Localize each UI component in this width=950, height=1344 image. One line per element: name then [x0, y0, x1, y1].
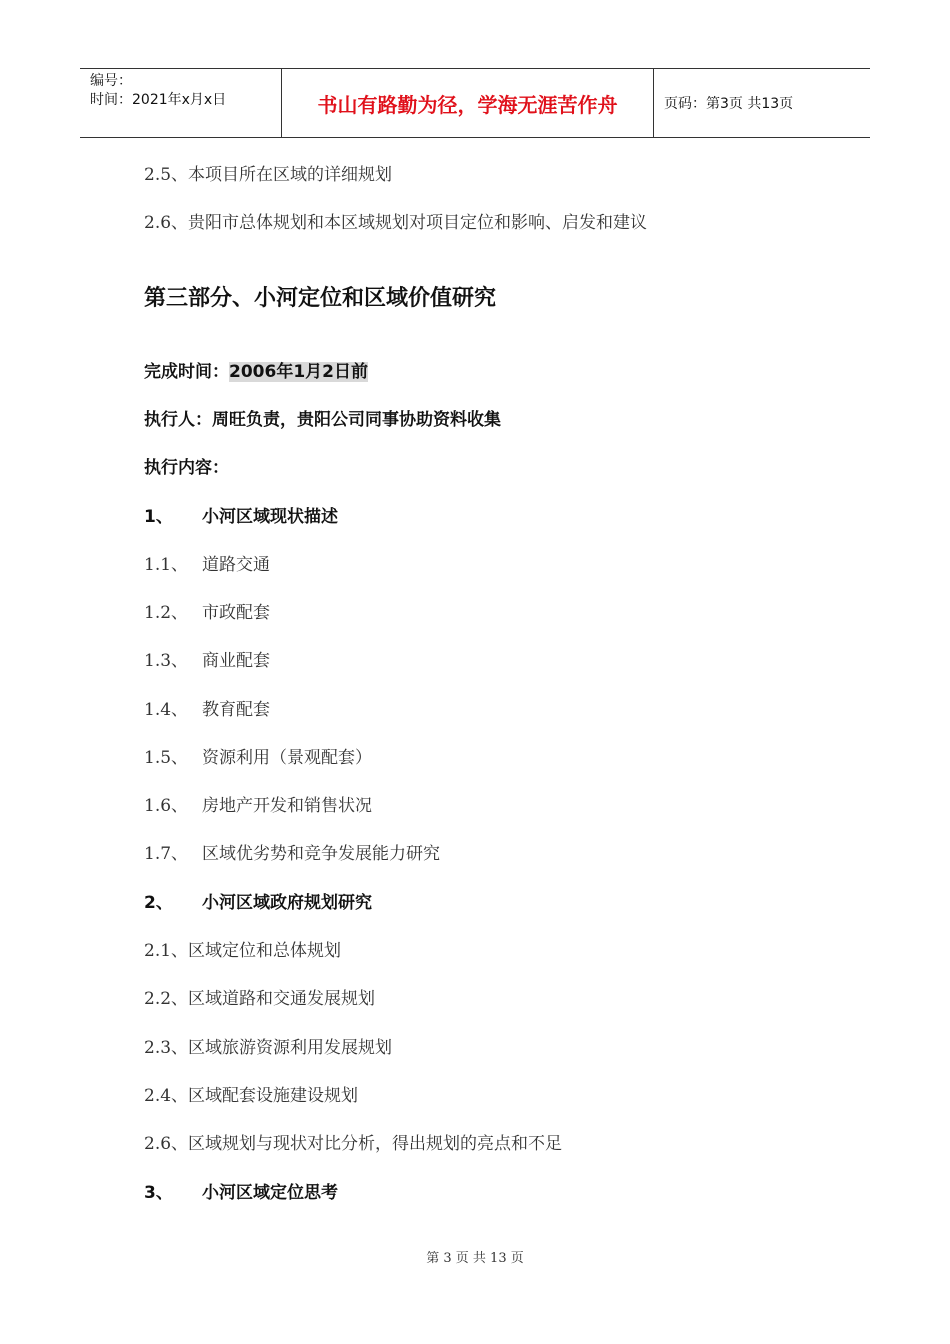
item-2-5: 2.5、本项目所在区域的详细规划 — [144, 165, 393, 185]
page-header — [80, 68, 870, 138]
heading-2-text: 小河区域政府规划研究 — [202, 893, 372, 913]
header-motto: 书山有路勤为径，学海无涯苦作舟 — [282, 69, 654, 137]
completion-label: 完成时间： — [144, 362, 229, 382]
list-item: 2.6、区域规划与现状对比分析，得出规划的亮点和不足 — [144, 1134, 563, 1154]
list-item: 2.1、区域定位和总体规划 — [144, 941, 342, 961]
item-2-6: 2.6、贵阳市总体规划和本区域规划对项目定位和影响、启发和建议 — [144, 213, 648, 233]
list-item: 2.3、区域旅游资源利用发展规划 — [144, 1038, 393, 1058]
list-item: 1.5、 资源利用（景观配套） — [144, 748, 372, 768]
heading-2-num: 2、 — [144, 893, 173, 913]
heading-3-num: 3、 — [144, 1183, 173, 1203]
doc-number-label: 编号： — [90, 73, 132, 89]
doc-date: 时间：2021年x月x日 — [90, 92, 227, 108]
content-label: 执行内容： — [144, 458, 229, 478]
header-page-info: 页码：第3页 共13页 — [664, 96, 794, 112]
heading-3 — [144, 1178, 338, 1203]
header-meta — [80, 69, 282, 137]
heading-1 — [144, 502, 338, 527]
list-item: 1.3、 商业配套 — [144, 651, 270, 671]
heading-2 — [144, 888, 372, 913]
executor: 执行人：周旺负责，贵阳公司同事协助资料收集 — [144, 410, 501, 430]
completion-value: 2006年1月2日前 — [229, 362, 368, 382]
heading-1-num: 1、 — [144, 507, 173, 527]
page-footer: 第 3 页 共 13 页 — [426, 1251, 524, 1266]
heading-1-text: 小河区域现状描述 — [202, 507, 338, 527]
list-item: 1.1、 道路交通 — [144, 555, 270, 575]
list-item: 1.6、 房地产开发和销售状况 — [144, 796, 372, 816]
heading-3-text: 小河区域定位思考 — [202, 1183, 338, 1203]
list-item: 2.2、区域道路和交通发展规划 — [144, 989, 376, 1009]
list-item: 1.4、 教育配套 — [144, 700, 270, 720]
list-item: 2.4、区域配套设施建设规划 — [144, 1086, 359, 1106]
completion-time — [144, 357, 368, 382]
list-item: 1.2、 市政配套 — [144, 603, 270, 623]
section-title: 第三部分、小河定位和区域价值研究 — [144, 286, 497, 311]
list-item: 1.7、 区域优劣势和竞争发展能力研究 — [144, 844, 440, 864]
